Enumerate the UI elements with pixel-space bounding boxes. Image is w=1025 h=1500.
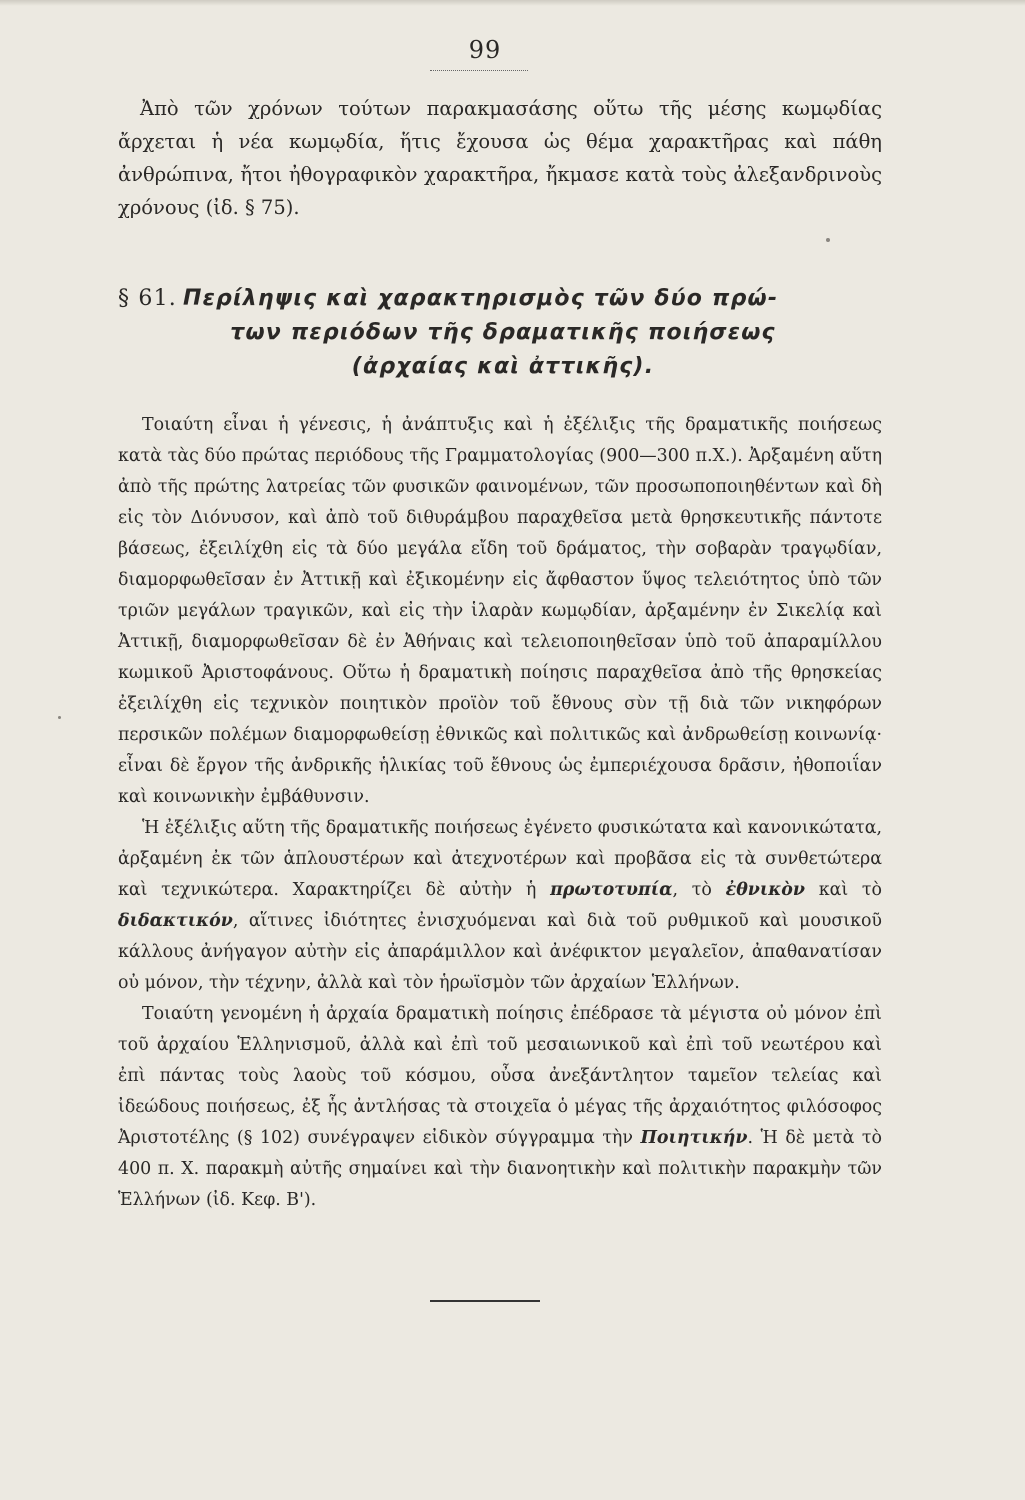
intro-block: [118, 92, 882, 224]
section-heading: [118, 282, 888, 384]
page-top-edge: [0, 0, 1025, 6]
paragraph-3-end: . Ἡ δὲ μετὰ τὸ 400 π. Χ. παρακμὴ αὐτῆς σημαίνει καὶ τὴν διανοητικὴν καὶ πολιτικὴν παρακμὴν τῶν Ἑλλήνων (ἰδ. Κεφ. Β').: [118, 1128, 882, 1210]
paragraph-2-mid-1: , τὸ: [672, 880, 726, 900]
intro-paragraph: Ἀπὸ τῶν χρόνων τούτων παρακμασάσης οὕτω τῆς μέσης κωμῳδίας ἄρχεται ἡ νέα κωμῳδία, ἥτις ἔχουσα ὡς θέμα χαρακτῆρας καὶ πάθη ἀνθρώπινα, ἤτοι ἠθογραφικὸν χαρακτῆρα, ἤκμασε κατὰ τοὺς ἀλεξανδρινοὺς χρόνους (ἰδ. § 75).: [118, 97, 882, 219]
term-ethnikon: ἐθνικὸν: [725, 880, 805, 900]
paper-speck: [58, 716, 61, 719]
paragraph-3-start: Τοιαύτη γενομένη ἡ ἀρχαία δραματικὴ ποίησις ἐπέδρασε τὰ μέγιστα οὐ μόνον ἐπὶ τοῦ ἀρχαίου Ἑλληνισμοῦ, ἀλλὰ καὶ ἐπὶ τοῦ μεσαιωνικοῦ καὶ ἐπὶ τοῦ νεωτέρου καὶ ἐπὶ πάντας τοὺς λαοὺς τοῦ κόσμου, οὖσα ἀνεξάντλητον ταμεῖον τελείας καὶ ἰδεώδους ποιήσεως, ἐξ ἧς ἀντλήσας τὰ στοιχεῖα ὁ μέγας τῆς ἀρχαιότητος φιλόσοφος Ἀριστοτέλης (§ 102) συνέγραψεν εἰδικὸν σύγγραμμα τὴν: [118, 1004, 882, 1148]
paragraph-3: [118, 999, 882, 1216]
closing-rule: [430, 1300, 540, 1302]
page-number-rule: [430, 70, 528, 71]
body-text: [118, 410, 882, 1216]
paragraph-2-end: , αἵτινες ἰδιότητες ἐνισχυόμεναι καὶ διὰ τοῦ ρυθμικοῦ καὶ μουσικοῦ κάλλους ἀνήγαγον αὐτὴν εἰς ἀπαράμιλλον καὶ ἀνέφικτον μεγαλεῖον, ἀπαθανατίσαν οὐ μόνον, τὴν τέχνην, ἀλλὰ καὶ τὸν ἡρωϊσμὸν τῶν ἀρχαίων Ἑλλήνων.: [118, 911, 882, 993]
paragraph-2-start: Ἡ ἐξέλιξις αὕτη τῆς δραματικῆς ποιήσεως ἐγένετο φυσικώτατα καὶ κανονικώτατα, ἀρξαμένη ἐκ τῶν ἁπλουστέρων καὶ ἀτεχνοτέρων καὶ προβᾶσα εἰς τὰ συνθετώτερα καὶ τεχνικώτερα. Χαρακτηρίζει δὲ αὐτὴν ἡ: [118, 818, 882, 900]
term-prototypia: πρωτοτυπία: [550, 880, 673, 900]
paper-speck: [826, 238, 830, 242]
term-didaktikon: διδακτικόν: [118, 911, 233, 931]
page-number: 99: [468, 36, 502, 64]
section-title-line-2: των περιόδων τῆς δραματικῆς ποιήσεως: [230, 320, 776, 345]
paragraph-2: [118, 813, 882, 999]
paragraph-2-mid-2: καὶ τὸ: [804, 880, 882, 900]
term-poietiken: Ποιητικήν: [640, 1128, 748, 1148]
section-title-line-1: Περίληψις καὶ χαρακτηρισμὸς τῶν δύο πρώ-: [182, 286, 779, 311]
section-heading-line-1: [118, 282, 888, 316]
paragraph-1: Τοιαύτη εἶναι ἡ γένεσις, ἡ ἀνάπτυξις καὶ ἡ ἐξέλιξις τῆς δραματικῆς ποιήσεως κατὰ τὰς δύο πρώτας περιόδους τῆς Γραμματολογίας (900—300 π.Χ.). Ἀρξαμένη αὕτη ἀπὸ τῆς πρώτης λατρείας τῶν φυσικῶν φαινομένων, τῶν προσωποποιηθέντων καὶ δὴ εἰς τὸν Διόνυσον, καὶ ἀπὸ τοῦ διθυράμβου παραχθεῖσα μετὰ θρησκευτικῆς πάντοτε βάσεως, ἐξειλίχθη εἰς τὰ δύο μεγάλα εἴδη τοῦ δράματος, τὴν σοβαρὰν τραγῳδίαν, διαμορφωθεῖσαν ἐν Ἀττικῇ καὶ ἐξικομένην εἰς ἄφθαστον ὕψος τελειότητος ὑπὸ τῶν τριῶν μεγάλων τραγικῶν, καὶ εἰς τὴν ἱλαρὰν κωμῳδίαν, ἀρξαμένην ἐν Σικελίᾳ καὶ Ἀττικῇ, διαμορφωθεῖσαν δὲ ἐν Ἀθήναις καὶ τελειοποιηθεῖσαν ὑπὸ τοῦ ἀπαραμίλλου κωμικοῦ Ἀριστοφάνους. Οὕτω ἡ δραματικὴ ποίησις παραχθεῖσα ἀπὸ τῆς θρησκείας ἐξειλίχθη εἰς τεχνικὸν ποιητικὸν προϊὸν τοῦ ἔθνους σὺν τῇ διὰ τῶν νικηφόρων περσικῶν πολέμων διαμορφωθείσῃ ἐθνικῶς καὶ πολιτικῶς καὶ ἀνδρωθείσῃ κοινωνίᾳ· εἶναι δὲ ἔργον τῆς ἀνδρικῆς ἡλικίας τοῦ ἔθνους ὡς ἐμπεριέχουσα δρᾶσιν, ἠθοποιΐαν καὶ κοινωνικὴν ἐμβάθυνσιν.: [118, 415, 882, 807]
section-title-line-3: (ἀρχαίας καὶ ἀττικῆς).: [351, 354, 655, 379]
section-number: § 61.: [118, 286, 177, 311]
